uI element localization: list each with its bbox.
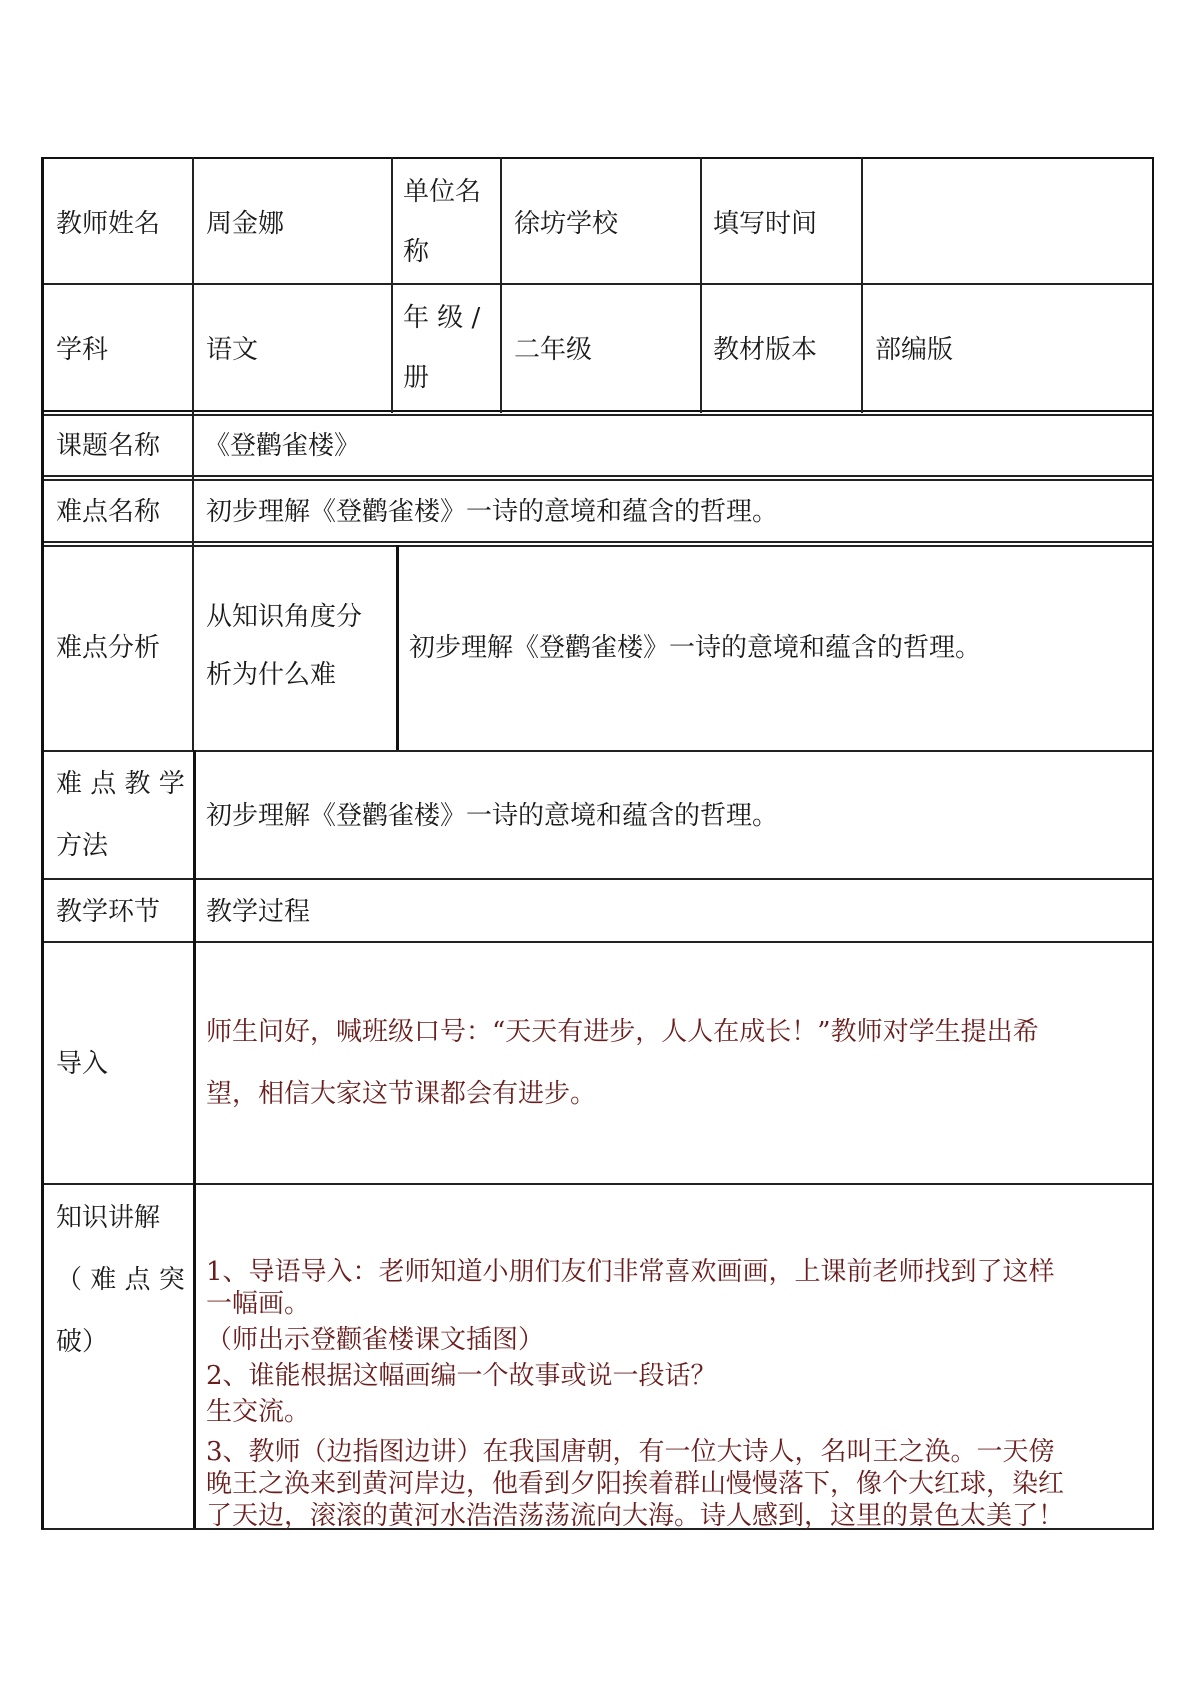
knowledge-label-line2: （ 难 点 突: [56, 1265, 185, 1295]
subject-value: 语文: [206, 335, 259, 365]
knowledge-p5-line3: 了天边，滚滚的黄河水浩浩荡荡流向大海。诗人感到，这里的景色太美了！: [206, 1501, 1065, 1531]
unit-label-line2: 称: [403, 237, 430, 267]
intro-line1: 师生问好，喊班级口号：“天天有进步，人人在成长！”教师对学生提出希: [206, 1017, 1039, 1047]
knowledge-label-line1: 知识讲解: [56, 1203, 161, 1233]
col-line: [861, 157, 863, 413]
row-line: [41, 479, 1154, 481]
row-line: [41, 414, 1154, 416]
method-label-line2: 方法: [56, 831, 109, 861]
knowledge-p1-line1: 1、导语导入：老师知道小朋们友们非常喜欢画画，上课前老师找到了这样: [206, 1257, 1055, 1287]
col-line: [500, 157, 502, 413]
grade-label: [403, 302, 480, 394]
knowledge-p4: 生交流。: [206, 1397, 311, 1427]
knowledge-p3: 2、谁能根据这幅画编一个故事或说一段话？: [206, 1361, 717, 1391]
knowledge-text: [206, 1256, 1146, 1532]
grade-label-line2: 册: [403, 363, 430, 393]
col-line: [396, 545, 399, 750]
row-line: [41, 878, 1154, 880]
analysis-sub-label-line1: 从知识角度分: [206, 602, 363, 632]
knowledge-p1-line2: 一幅画。: [206, 1289, 311, 1319]
process-header-value: 教学过程: [206, 897, 311, 927]
row-line: [41, 750, 1154, 752]
col-line: [193, 750, 196, 1528]
col-line: [192, 157, 194, 750]
knowledge-label: [56, 1202, 185, 1358]
unit-name-label: [403, 176, 481, 268]
row-line: [41, 410, 1154, 412]
teacher-name-value: 周金娜: [206, 209, 285, 239]
knowledge-label-line3: 破）: [56, 1327, 109, 1357]
difficulty-label: 难点名称: [56, 497, 161, 527]
topic-value: 《登鹳雀楼》: [204, 431, 361, 461]
difficulty-value: 初步理解《登鹳雀楼》一诗的意境和蕴含的哲理。: [206, 497, 779, 527]
teacher-name-label: 教师姓名: [56, 209, 161, 239]
subject-label: 学科: [56, 335, 109, 365]
analysis-value: 初步理解《登鹳雀楼》一诗的意境和蕴含的哲理。: [409, 633, 982, 663]
row-line: [41, 545, 1154, 547]
edition-label: 教材版本: [713, 335, 818, 365]
row-line: [41, 941, 1154, 943]
method-label: [56, 768, 185, 862]
method-label-line1: 难 点 教 学: [56, 769, 185, 799]
analysis-sub-label-line2: 析为什么难: [206, 660, 337, 690]
topic-label: 课题名称: [56, 431, 161, 461]
knowledge-p2: （师出示登颧雀楼课文插图）: [206, 1325, 545, 1355]
analysis-sub-label: [206, 601, 362, 691]
row-line: [41, 157, 1154, 159]
unit-name-value: 徐坊学校: [514, 209, 619, 239]
row-line: [41, 475, 1154, 477]
knowledge-p5-line1: 3、教师（边指图边讲）在我国唐朝，有一位大诗人，名叫王之涣。一天傍: [206, 1437, 1055, 1467]
unit-label-line1: 单位名: [403, 177, 482, 207]
col-line: [41, 157, 44, 1529]
col-line: [1152, 157, 1154, 1529]
grade-value: 二年级: [514, 335, 593, 365]
intro-text: [206, 1016, 1146, 1110]
row-line: [41, 1183, 1154, 1185]
row-line: [41, 283, 1154, 285]
intro-line2: 望，相信大家这节课都会有进步。: [206, 1079, 597, 1109]
edition-value: 部编版: [875, 335, 954, 365]
row-line: [41, 541, 1154, 543]
method-value: 初步理解《登鹳雀楼》一诗的意境和蕴含的哲理。: [206, 801, 779, 831]
intro-label: 导入: [56, 1049, 109, 1079]
analysis-label: 难点分析: [56, 633, 161, 663]
col-line: [391, 157, 393, 413]
fill-time-label: 填写时间: [713, 209, 818, 239]
knowledge-p5-line2: 晚王之涣来到黄河岸边，他看到夕阳挨着群山慢慢落下，像个大红球，染红: [206, 1469, 1065, 1499]
grade-label-line1: 年 级 /: [403, 303, 481, 333]
col-line: [700, 157, 702, 413]
process-header-label: 教学环节: [56, 897, 161, 927]
